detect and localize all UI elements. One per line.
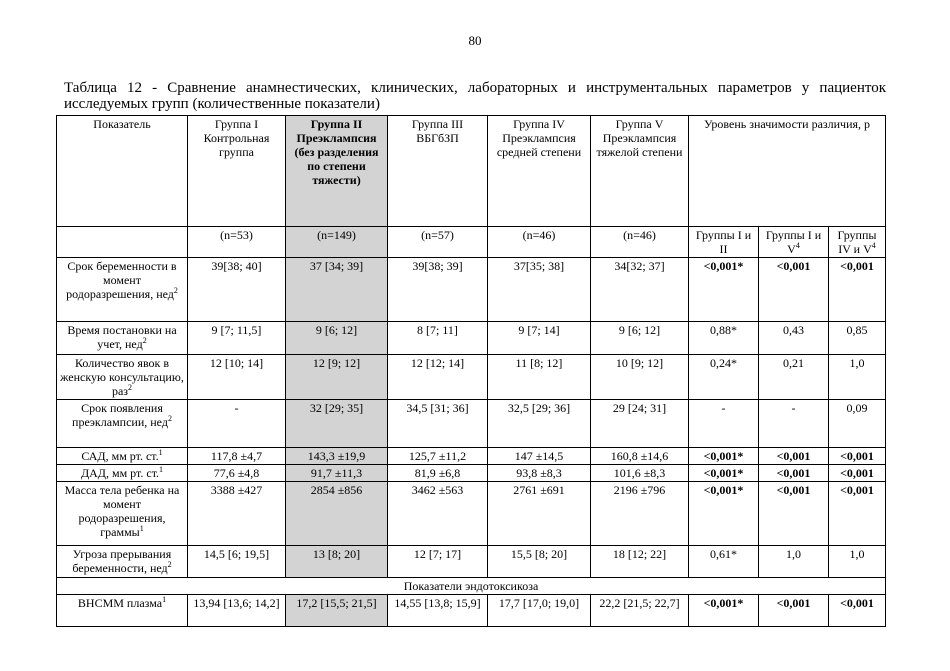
table-row [57, 482, 886, 546]
group-value-cell: 39[38; 39] [388, 258, 488, 322]
comparison-header: Группы IV и $V^4$ [829, 227, 886, 258]
row-label: Срок появления преэклампсии, нед$^2$ [57, 400, 188, 448]
group-value-cell: 37 [34; 39] [286, 258, 388, 322]
p-value-cell: <0,001 [829, 482, 886, 546]
header-group-5: Группа V Преэклампсия тяжелой степени [591, 116, 689, 227]
p-value-cell: <0,001 [759, 448, 829, 465]
group-value-cell: 91,7 ±11,3 [286, 465, 388, 482]
group-value-cell: 11 [8; 12] [488, 355, 591, 400]
table-row [57, 400, 886, 448]
group-value-cell: 34,5 [31; 36] [388, 400, 488, 448]
row-label: САД, мм рт. ст.$^1$ [57, 448, 188, 465]
n-label-empty [57, 227, 188, 258]
header-significance: Уровень значимости различия, p [689, 116, 886, 227]
group-value-cell: 12 [9; 12] [286, 355, 388, 400]
group-value-cell: 160,8 ±14,6 [591, 448, 689, 465]
group-value-cell: 18 [12; 22] [591, 546, 689, 578]
p-value-cell: - [689, 400, 759, 448]
comparison-header: Группы I и II [689, 227, 759, 258]
p-value-cell: 0,88* [689, 322, 759, 355]
table-row [57, 595, 886, 627]
comparison-table [56, 115, 886, 627]
group-value-cell: 32 [29; 35] [286, 400, 388, 448]
group-value-cell: 22,2 [21,5; 22,7] [591, 595, 689, 627]
p-value-cell: <0,001 [829, 465, 886, 482]
group-value-cell: 3462 ±563 [388, 482, 488, 546]
row-label: Угроза прерывания беременности, нед$^2$ [57, 546, 188, 578]
group-value-cell: 3388 ±427 [188, 482, 286, 546]
page-number: 80 [468, 33, 482, 48]
group-value-cell: 9 [6; 12] [591, 322, 689, 355]
group-value-cell: 34[32; 37] [591, 258, 689, 322]
group-value-cell: 143,3 ±19,9 [286, 448, 388, 465]
header-group-3: Группа III ВБГбЗП [388, 116, 488, 227]
section-title: Показатели эндотоксикоза [57, 578, 886, 595]
p-value-cell: <0,001 [829, 258, 886, 322]
group-value-cell: 13 [8; 20] [286, 546, 388, 578]
group-value-cell: 147 ±14,5 [488, 448, 591, 465]
p-value-cell: <0,001 [759, 465, 829, 482]
n-group-3: (n=57) [388, 227, 488, 258]
n-group-2: (n=149) [286, 227, 388, 258]
group-value-cell: 101,6 ±8,3 [591, 465, 689, 482]
table-row [57, 322, 886, 355]
section-header-row [57, 578, 886, 595]
p-value-cell: 0,85 [829, 322, 886, 355]
p-value-cell: 0,61* [689, 546, 759, 578]
p-value-cell: <0,001 [759, 595, 829, 627]
n-row [57, 227, 886, 258]
row-label: ВНСММ плазма$^1$ [57, 595, 188, 627]
n-group-1: (n=53) [188, 227, 286, 258]
n-group-4: (n=46) [488, 227, 591, 258]
section-body [57, 578, 886, 627]
p-value-cell: <0,001* [689, 448, 759, 465]
table-row [57, 465, 886, 482]
header-group-2: Группа II Преэклампсия (без разделения по степени тяжести) [286, 116, 388, 227]
row-label: ДАД, мм рт. ст.$^1$ [57, 465, 188, 482]
group-value-cell: 125,7 ±11,2 [388, 448, 488, 465]
group-value-cell: 14,5 [6; 19,5] [188, 546, 286, 578]
p-value-cell: 1,0 [829, 546, 886, 578]
group-value-cell: 14,55 [13,8; 15,9] [388, 595, 488, 627]
group-value-cell: 12 [12; 14] [388, 355, 488, 400]
p-value-cell: <0,001* [689, 482, 759, 546]
header-group-1: Группа I Контрольная группа [188, 116, 286, 227]
row-label: Количество явок в женскую консультацию, раз$^2$ [57, 355, 188, 400]
table-row [57, 355, 886, 400]
p-value-cell: <0,001 [829, 448, 886, 465]
header-row [57, 116, 886, 227]
row-label: Срок беременности в момент родоразрешения, нед$^2$ [57, 258, 188, 322]
group-value-cell: 9 [7; 11,5] [188, 322, 286, 355]
group-value-cell: 39[38; 40] [188, 258, 286, 322]
p-value-cell: <0,001 [759, 258, 829, 322]
p-value-cell: 0,21 [759, 355, 829, 400]
p-value-cell: 1,0 [829, 355, 886, 400]
header-indicator: Показатель [57, 116, 188, 227]
p-value-cell: 1,0 [759, 546, 829, 578]
p-value-cell: <0,001* [689, 258, 759, 322]
group-value-cell: 9 [6; 12] [286, 322, 388, 355]
group-value-cell: 2196 ±796 [591, 482, 689, 546]
table-row [57, 448, 886, 465]
n-group-5: (n=46) [591, 227, 689, 258]
group-value-cell: 2761 ±691 [488, 482, 591, 546]
p-value-cell: <0,001* [689, 465, 759, 482]
group-value-cell: 81,9 ±6,8 [388, 465, 488, 482]
p-value-cell: - [759, 400, 829, 448]
group-value-cell: 17,2 [15,5; 21,5] [286, 595, 388, 627]
group-value-cell: 17,7 [17,0; 19,0] [488, 595, 591, 627]
p-value-cell: <0,001 [759, 482, 829, 546]
row-label: Время постановки на учет, нед$^2$ [57, 322, 188, 355]
group-value-cell: 37[35; 38] [488, 258, 591, 322]
group-value-cell: 29 [24; 31] [591, 400, 689, 448]
group-value-cell: 15,5 [8; 20] [488, 546, 591, 578]
group-value-cell: 93,8 ±8,3 [488, 465, 591, 482]
group-value-cell: 12 [10; 14] [188, 355, 286, 400]
p-value-cell: <0,001 [829, 595, 886, 627]
group-value-cell: 32,5 [29; 36] [488, 400, 591, 448]
group-value-cell: 2854 ±856 [286, 482, 388, 546]
p-value-cell: 0,43 [759, 322, 829, 355]
p-value-cell: <0,001* [689, 595, 759, 627]
group-value-cell: 117,8 ±4,7 [188, 448, 286, 465]
table-row [57, 546, 886, 578]
group-value-cell: 13,94 [13,6; 14,2] [188, 595, 286, 627]
p-value-cell: 0,24* [689, 355, 759, 400]
p-value-cell: 0,09 [829, 400, 886, 448]
group-value-cell: - [188, 400, 286, 448]
group-value-cell: 77,6 ±4,8 [188, 465, 286, 482]
group-value-cell: 9 [7; 14] [488, 322, 591, 355]
group-value-cell: 8 [7; 11] [388, 322, 488, 355]
table-body [57, 258, 886, 578]
table-caption: Таблица 12 - Сравнение анамнестических, клинических, лабораторных и инструментальных параметров у пациенток исследуемых групп (количественные показатели) [64, 80, 886, 112]
row-label: Масса тела ребенка на момент родоразрешения, граммы$^1$ [57, 482, 188, 546]
comparison-header: Группы I и $V^4$ [759, 227, 829, 258]
group-value-cell: 12 [7; 17] [388, 546, 488, 578]
table-row [57, 258, 886, 322]
header-group-4: Группа IV Преэклампсия средней степени [488, 116, 591, 227]
group-value-cell: 10 [9; 12] [591, 355, 689, 400]
